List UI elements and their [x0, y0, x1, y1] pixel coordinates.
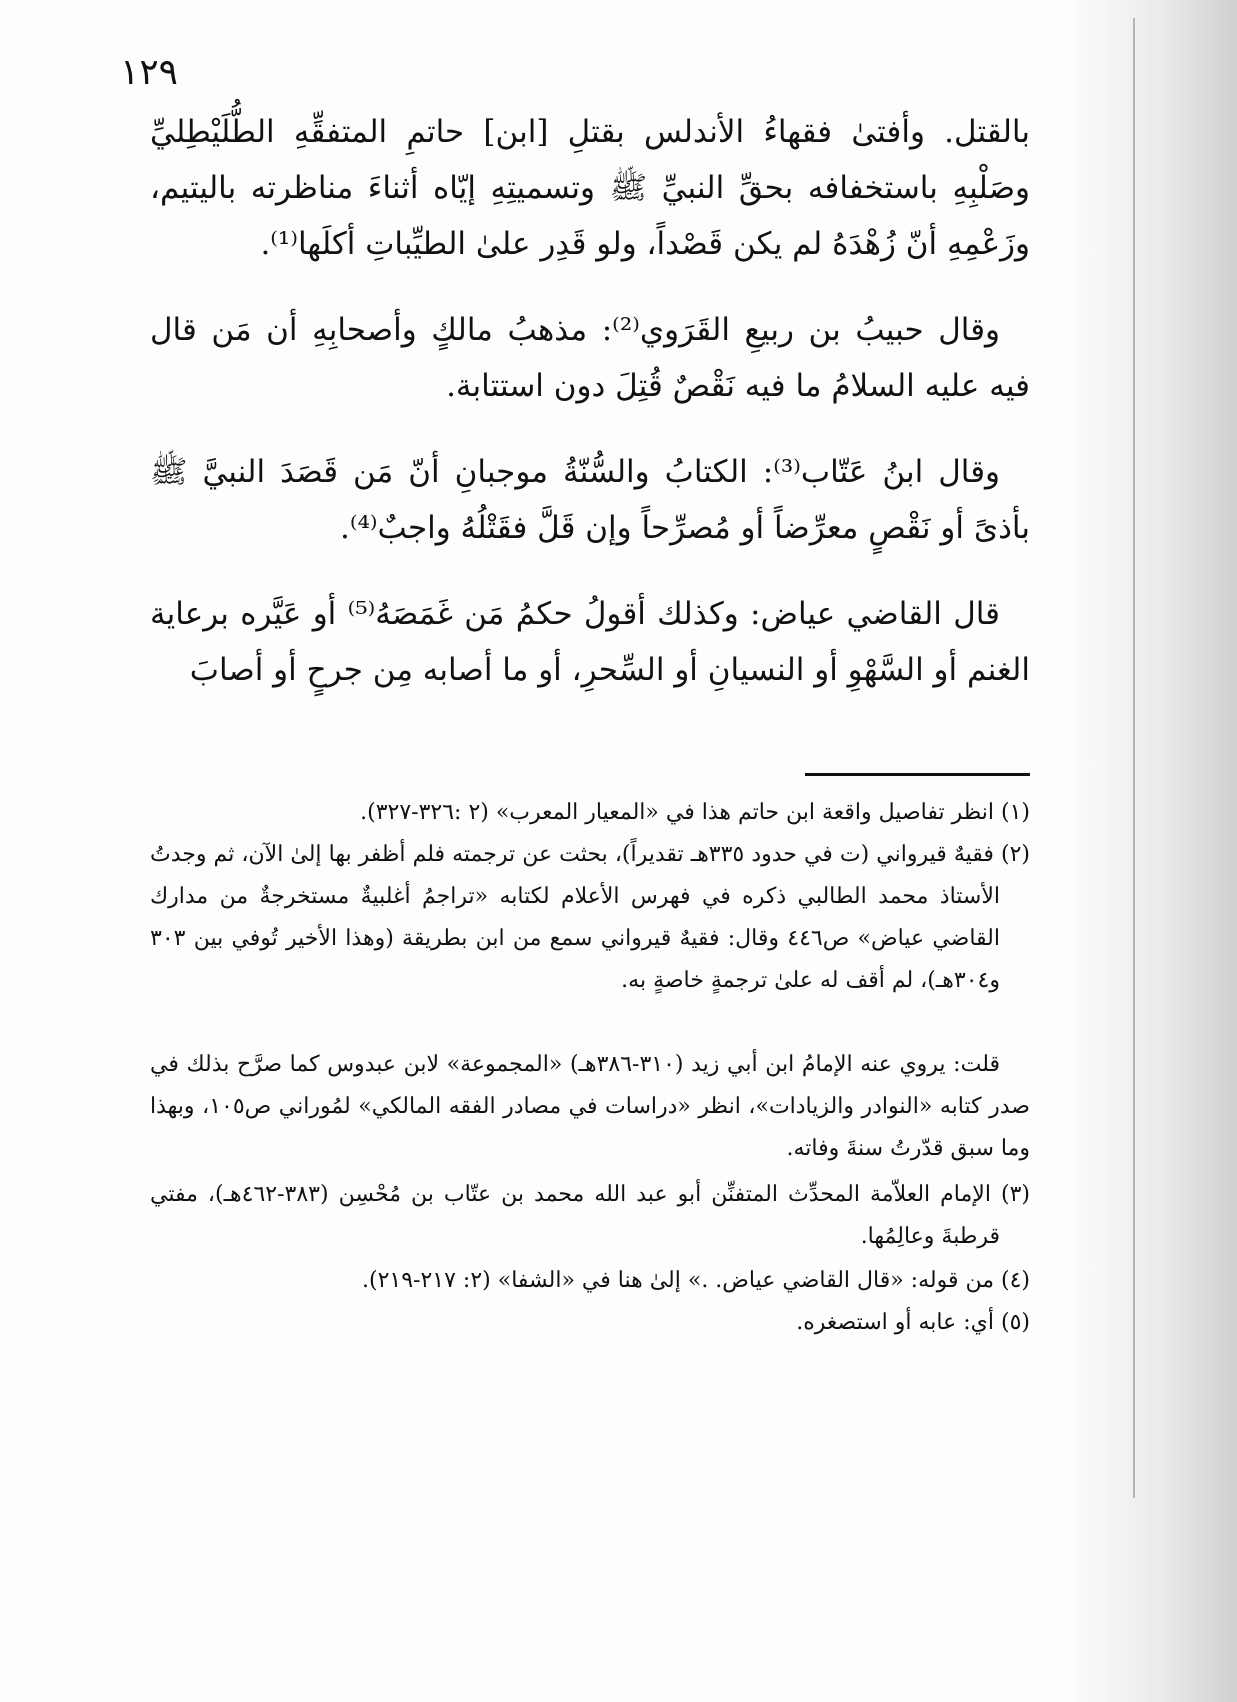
main-paragraph-1	[150, 104, 1030, 272]
main-text-2: وقال حبيبُ بن ربيعِ القَرَوي⁽²⁾: مذهبُ مالكٍ وأصحابِهِ أن مَن قال فيه عليه السلامُ ما فيه نَقْصٌ قُتِلَ دون استتابة.	[150, 312, 1030, 404]
main-text-1: بالقتل. وأفتىٰ فقهاءُ الأندلس بقتلِ [ابن] حاتمِ المتفقِّهِ الطُّلَيْطِليِّ وصَلْبِهِ باستخفافه بحقِّ النبيِّ ﷺ وتسميتِهِ إيّاه أثناءَ مناظرته باليتيم، وزَعْمِهِ أنّ زُهْدَهُ لم يكن قَصْداً، ولو قَدِر علىٰ الطيِّباتِ أكلَها⁽¹⁾.	[150, 114, 1030, 262]
footnote-2-note	[150, 1044, 1030, 1170]
footnote-separator	[805, 773, 1030, 776]
footnote-2-text: (٢) فقيهٌ قيرواني (ت في حدود ٣٣٥هـ تقديراً)، بحثت عن ترجمته فلم أظفر بها إلىٰ الآن، ثم وجدتُ الأستاذ محمد الطالبي ذكره في فهرس الأعلام لكتابه «تراجمُ أغلبيةٌ مستخرجةٌ من مدارك القاضي عياض» ص٤٤٦ وقال: فقيهٌ قيرواني سمع من ابن بطريقة (وهذا الأخير تُوفي بين ٣٠٣ و٣٠٤هـ)، لم أقف له علىٰ ترجمةٍ خاصةٍ به.	[150, 842, 1030, 993]
main-paragraph-4	[150, 586, 1030, 698]
footnote-1-text: (١) انظر تفاصيل واقعة ابن حاتم هذا في «المعيار المعرب» (٢ :٣٢٦-٣٢٧).	[360, 800, 1030, 825]
footnote-3	[150, 1174, 1030, 1258]
main-text-4: قال القاضي عياض: وكذلك أقولُ حكمُ مَن غَمَصَهُ⁽⁵⁾ أو عَيَّره برعاية الغنم أو السَّهْوِ أو النسيانِ أو السِّحرِ، أو ما أصابه مِن جرحٍ أو أصابَ	[150, 596, 1030, 688]
main-text-3: وقال ابنُ عَتّاب⁽³⁾: الكتابُ والسُّنّةُ موجبانِ أنّ مَن قَصَدَ النبيَّ ﷺ بأذىً أو نَقْصٍ معرِّضاً أو مُصرِّحاً وإن قَلَّ فقَتْلُهُ واجبٌ⁽⁴⁾.	[150, 454, 1030, 546]
main-paragraph-2	[150, 302, 1030, 414]
footnote-3-text: (٣) الإمام العلاّمة المحدِّث المتفنِّن أبو عبد الله محمد بن عتّاب بن مُحْسِن (٣٨٣-٤٦٢هـ)، مفتي قرطبةَ وعالِمُها.	[150, 1182, 1030, 1249]
footnote-5	[150, 1302, 1030, 1344]
page-edge-line	[1133, 18, 1135, 1498]
footnote-1	[150, 792, 1030, 834]
page-number: ١٢٩	[120, 52, 179, 93]
page-edge-shadow	[1067, 0, 1237, 1702]
footnote-4	[150, 1260, 1030, 1302]
footnote-2-note-text: قلت: يروي عنه الإمامُ ابن أبي زيد (٣١٠-٣٨٦هـ) «المجموعة» لابن عبدوس كما صرَّح بذلك في صدر كتابه «النوادر والزيادات»، انظر «دراسات في مصادر الفقه المالكي» لمُوراني ص١٠٥، وبهذا وما سبق قدّرتُ سنةَ وفاته.	[150, 1052, 1030, 1161]
main-paragraph-3	[150, 444, 1030, 556]
footnote-2	[150, 834, 1030, 1002]
footnote-5-text: (٥) أي: عابه أو استصغره.	[796, 1310, 1030, 1335]
footnote-4-text: (٤) من قوله: «قال القاضي عياض. .» إلىٰ هنا في «الشفا» (٢: ٢١٧-٢١٩).	[362, 1268, 1030, 1293]
